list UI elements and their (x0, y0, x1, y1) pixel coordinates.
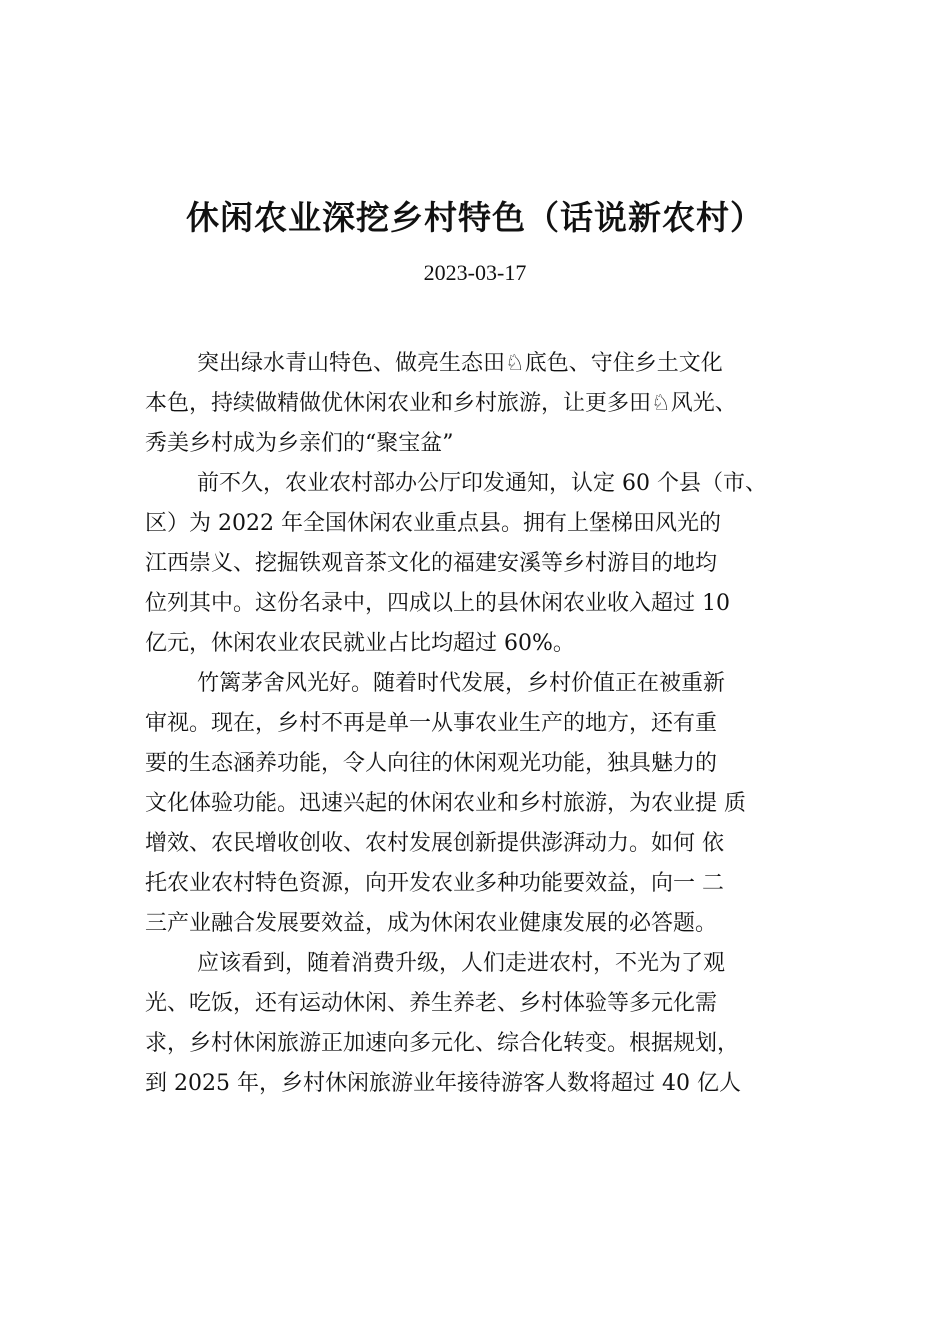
paragraph-3-line-2: 审视。现在，乡村不再是单一从事农业生产的地方，还有重 (145, 711, 718, 736)
paragraph-3-line-6: 托农业农村特色资源，向开发农业多种功能要效益，向一 二 (145, 871, 724, 896)
paragraph-4-line-4: 到 2025 年，乡村休闲旅游业年接待游客人数将超过 40 亿人 (145, 1071, 741, 1096)
article-body (145, 344, 835, 1104)
paragraph-4-line-2: 光、吃饭，还有运动休闲、养生养老、乡村体验等多元化需 (145, 991, 718, 1016)
paragraph-2-line-4: 位列其中。这份名录中，四成以上的县休闲农业收入超过 10 (145, 591, 730, 616)
paragraph-3-line-7: 三产业融合发展要效益，成为休闲农业健康发展的必答题。 (145, 911, 718, 936)
paragraph-4-line-1: 应该看到，随着消费升级，人们走进农村，不光为了观 (197, 951, 726, 976)
paragraph-1-line-2: 本色，持续做精做优休闲农业和乡村旅游，让更多田♘风光、 (145, 391, 737, 416)
article-date: 2023-03-17 (423, 260, 527, 285)
paragraph-3-line-3: 要的生态涵养功能，令人向往的休闲观光功能，独具魅力的 (145, 751, 718, 776)
paragraph-3-line-1: 竹篱茅舍风光好。随着时代发展，乡村价值正在被重新 (197, 671, 726, 696)
paragraph-2-line-1: 前不久，农业农村部办公厅印发通知，认定 60 个县（市、 (197, 471, 767, 496)
paragraph-4-line-3: 求，乡村休闲旅游正加速向多元化、综合化转变。根据规划， (145, 1031, 740, 1056)
paragraph-1-line-3: 秀美乡村成为乡亲们的“聚宝盆” (145, 431, 454, 456)
paragraph-3-line-4: 文化体验功能。迅速兴起的休闲农业和乡村旅游，为农业提 质 (145, 791, 746, 816)
article-title: 休闲农业深挖乡村特色（话说新农村） (186, 198, 764, 237)
paragraph-3-line-5: 增效、农民增收创收、农村发展创新提供澎湃动力。如何 依 (145, 831, 724, 856)
paragraph-2-line-2: 区）为 2022 年全国休闲农业重点县。拥有上堡梯田风光的 (145, 511, 721, 536)
paragraph-1-line-1: 突出绿水青山特色、做亮生态田♘底色、守住乡土文化 (197, 351, 723, 376)
paragraph-2-line-5: 亿元，休闲农业农民就业占比均超过 60%。 (145, 631, 575, 656)
paragraph-2-line-3: 江西崇义、挖掘铁观音茶文化的福建安溪等乡村游目的地均 (145, 551, 718, 576)
